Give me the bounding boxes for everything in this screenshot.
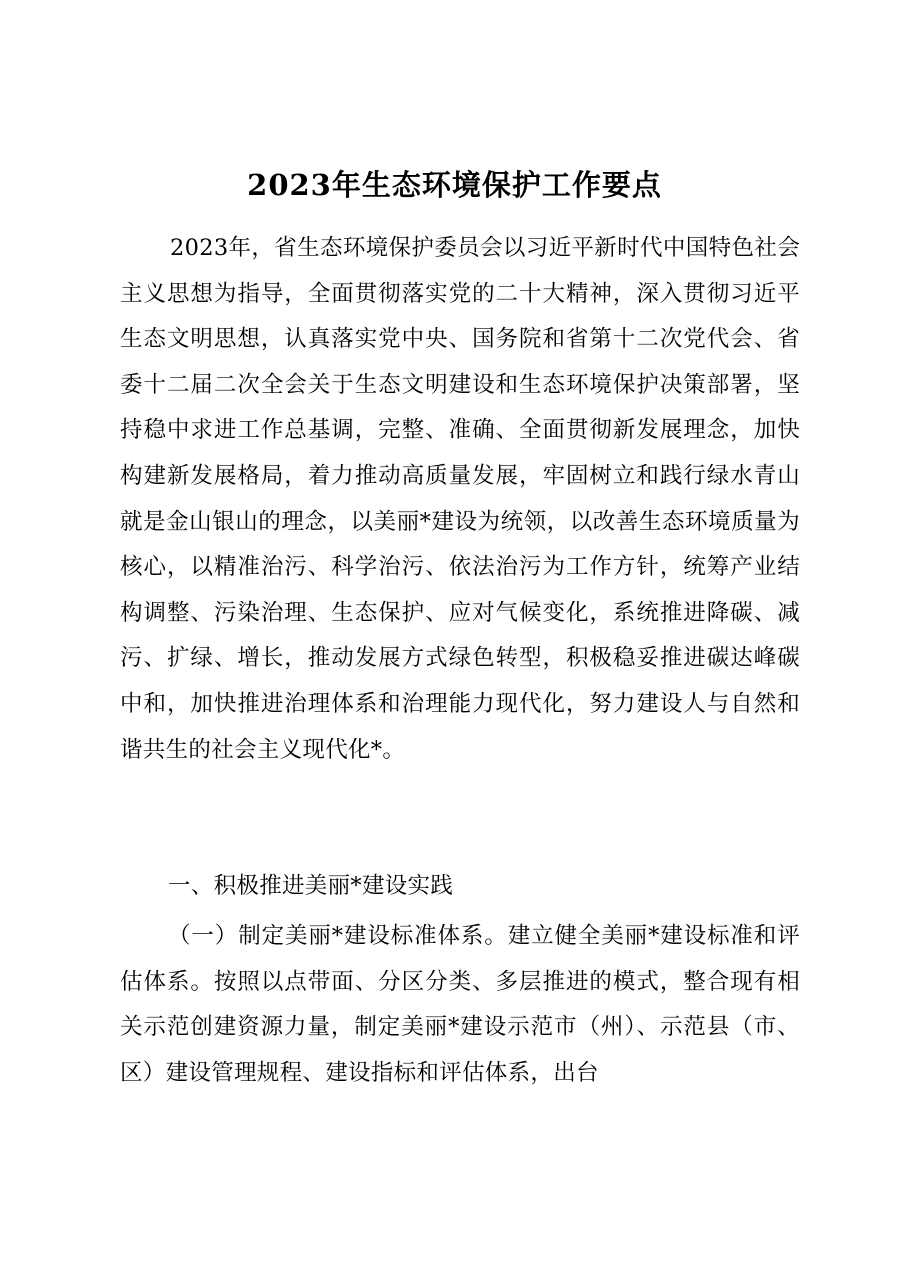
document-title: 2023年生态环境保护工作要点 — [247, 168, 662, 202]
section-heading-1: 一、积极推进美丽*建设实践 — [168, 873, 454, 899]
section-1-item-1-paragraph: （一）制定美丽*建设标准体系。建立健全美丽*建设标准和评估体系。按照以点带面、分区分类、多层推进的模式，整合现有相关示范创建资源力量，制定美丽*建设示范市（州）、示范县（市、区）建设管理规程、建设指标和评估体系，出台 — [120, 923, 800, 1086]
intro-paragraph: 2023年，省生态环境保护委员会以习近平新时代中国特色社会主义思想为指导，全面贯彻落实党的二十大精神，深入贯彻习近平生态文明思想，认真落实党中央、国务院和省第十二次党代会、省委十二届二次全会关于生态文明建设和生态环境保护决策部署，坚持稳中求进工作总基调，完整、准确、全面贯彻新发展理念，加快构建新发展格局，着力推动高质量发展，牢固树立和践行绿水青山就是金山银山的理念，以美丽*建设为统领，以改善生态环境质量为核心，以精准治污、科学治污、依法治污为工作方针，统筹产业结构调整、污染治理、生态保护、应对气候变化，系统推进降碳、减污、扩绿、增长，推动发展方式绿色转型，积极稳妥推进碳达峰碳中和，加快推进治理体系和治理能力现代化，努力建设人与自然和谐共生的社会主义现代化*。 — [120, 235, 800, 763]
